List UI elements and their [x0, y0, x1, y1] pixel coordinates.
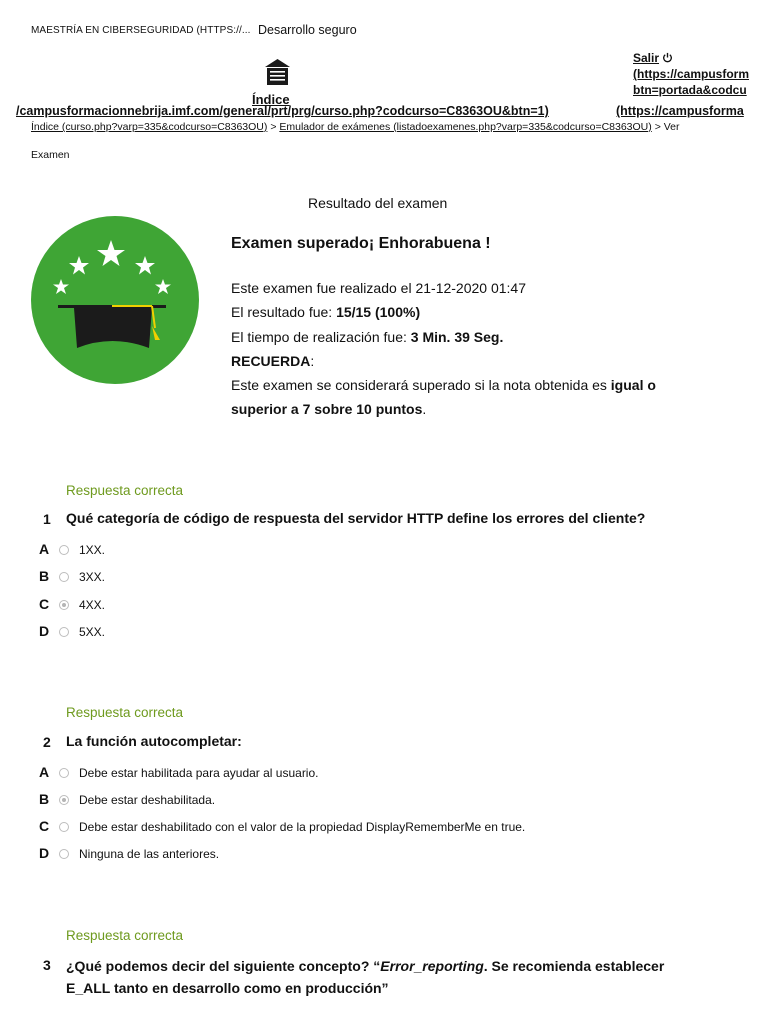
exit-url-3[interactable]: (https://campusforma	[616, 104, 744, 118]
q1-option-a-text: 1XX.	[79, 543, 106, 557]
date-prefix: Este examen fue realizado el	[231, 280, 412, 296]
exit-url-1[interactable]: (https://campusform	[633, 67, 750, 81]
q1-option-c-text: 4XX.	[79, 598, 106, 612]
exit-label[interactable]: Salir	[633, 51, 660, 65]
site-title-link[interactable]: MAESTRÍA EN CIBERSEGURIDAD (HTTPS://...	[31, 25, 251, 36]
q2-option-a-radio[interactable]	[59, 768, 69, 778]
q2-option-a-text: Debe estar habilitada para ayudar al usuario.	[79, 766, 319, 780]
q3-text-part2: . Se recomienda establecer	[483, 958, 665, 974]
q2-option-b-radio[interactable]	[59, 795, 69, 805]
exit-link[interactable]	[633, 50, 749, 98]
q1-status: Respuesta correcta	[66, 483, 184, 498]
q1-text: Qué categoría de código de respuesta del servidor HTTP define los errores del cliente?	[66, 510, 646, 526]
q2-option-d-letter: D	[39, 845, 50, 861]
q2-option-d-radio[interactable]	[59, 849, 69, 859]
home-url-link[interactable]: /campusformacionnebrija.imf.com/general/prt/prg/curso.php?codcurso=C8363OU&btn=1)	[16, 104, 549, 118]
rule-bold-2: superior a 7 sobre 10 puntos	[231, 401, 423, 418]
q2-option-b-text: Debe estar deshabilitada.	[79, 793, 216, 807]
q1-option-d-letter: D	[39, 623, 50, 639]
time-value: 3 Min. 39 Seg.	[410, 328, 504, 345]
home-icon[interactable]	[262, 58, 293, 93]
result-headline: Examen superado¡ Enhorabuena !	[231, 235, 491, 252]
breadcrumb-separator: >	[270, 121, 277, 133]
q3-number: 3	[43, 957, 51, 973]
breadcrumb-item-ver: Ver	[663, 121, 680, 133]
q1-option-b-letter: B	[39, 568, 50, 584]
course-title: Desarrollo seguro	[258, 23, 357, 37]
q2-option-c-radio[interactable]	[59, 822, 69, 832]
q2-text: La función autocompletar:	[66, 733, 242, 749]
q1-number: 1	[43, 511, 51, 527]
breadcrumb-item-emulador[interactable]: Emulador de exámenes (listadoexamenes.php?varp=335&codcurso=C8363OU)	[279, 121, 652, 133]
breadcrumb-item-examen: Examen	[31, 149, 70, 161]
reminder-label: RECUERDA	[231, 352, 311, 369]
score-value: 15/15 (100%)	[336, 304, 421, 321]
exit-url-2[interactable]: btn=portada&codcu	[633, 83, 747, 97]
q3-text-line2: E_ALL tanto en desarrollo como en producción”	[66, 980, 389, 996]
q1-option-a-letter: A	[39, 541, 50, 557]
q2-option-a-letter: A	[39, 764, 50, 780]
breadcrumb	[31, 121, 680, 133]
q1-option-c-letter: C	[39, 596, 50, 612]
result-info	[231, 276, 701, 422]
power-icon	[662, 52, 673, 63]
q2-number: 2	[43, 734, 51, 750]
time-prefix: El tiempo de realización fue:	[231, 328, 407, 345]
breadcrumb-separator: >	[654, 121, 661, 133]
q3-status: Respuesta correcta	[66, 928, 184, 943]
q1-option-d-radio[interactable]	[59, 627, 69, 637]
q2-option-b-letter: B	[39, 791, 50, 807]
home-link[interactable]: Índice	[252, 92, 290, 107]
q1-option-b-radio[interactable]	[59, 572, 69, 582]
reminder-colon: :	[310, 352, 315, 369]
q1-option-b-text: 3XX.	[79, 570, 106, 584]
q3-text-italic: Error_reporting	[380, 958, 484, 974]
q3-text-part1: ¿Qué podemos decir del siguiente concepto? “	[66, 958, 381, 974]
q1-option-d-text: 5XX.	[79, 625, 106, 639]
date-value: 21-12-2020 01:47	[415, 280, 526, 296]
q2-option-c-text: Debe estar deshabilitado con el valor de la propiedad DisplayRememberMe en true.	[79, 820, 526, 834]
q2-option-d-text: Ninguna de las anteriores.	[79, 847, 220, 861]
q2-status: Respuesta correcta	[66, 705, 184, 720]
rule-bold-1: igual o	[610, 377, 656, 394]
q2-option-c-letter: C	[39, 818, 50, 834]
graduation-cap-icon	[31, 216, 199, 384]
score-prefix: El resultado fue:	[231, 304, 333, 321]
q1-option-a-radio[interactable]	[59, 545, 69, 555]
rule-text: Este examen se considerará superado si la nota obtenida es	[231, 377, 607, 394]
q3-text	[66, 955, 726, 999]
result-section-title: Resultado del examen	[308, 195, 448, 211]
rule-suffix: .	[422, 401, 427, 418]
q1-option-c-radio[interactable]	[59, 600, 69, 610]
breadcrumb-item-indice[interactable]: Índice (curso.php?varp=335&codcurso=C8363OU)	[31, 121, 268, 133]
